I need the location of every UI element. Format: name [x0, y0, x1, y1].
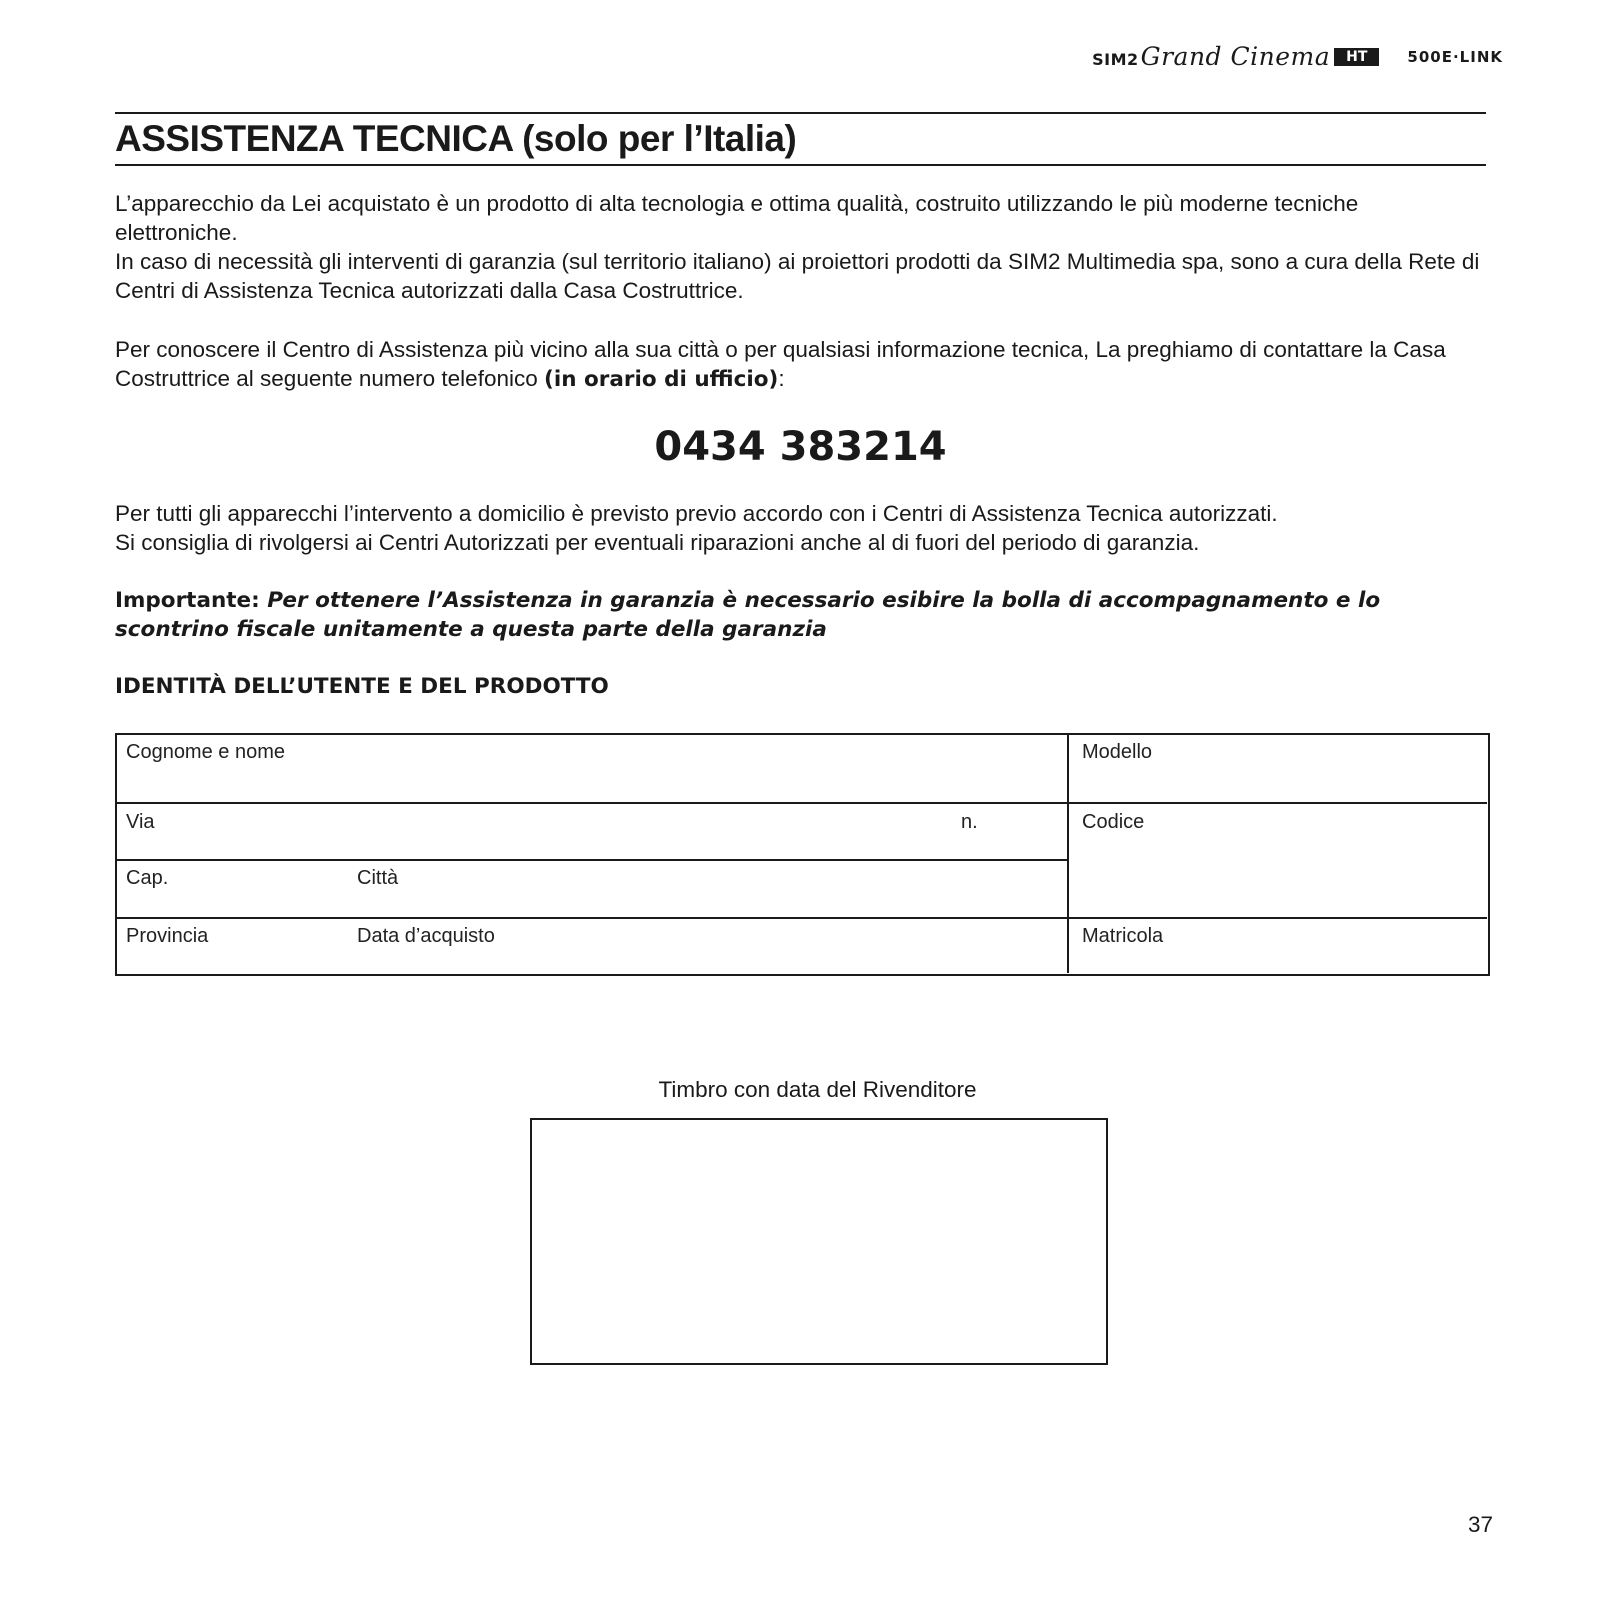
intro-line-2: In caso di necessità gli interventi di garanzia (sul territorio italiano) ai proiettori prodotti da SIM2 Multimedia spa, sono a cura della Rete di Centri di Assistenza Tecnica autorizzati dalla Casa Costruttrice. [115, 249, 1480, 303]
field-via[interactable]: Via [126, 811, 155, 833]
field-provincia[interactable]: Provincia [126, 925, 209, 947]
service-line-2: Si consiglia di rivolgersi ai Centri Autorizzati per eventuali riparazioni anche al di fuori del periodo di garanzia. [115, 530, 1200, 555]
brand-logo [1092, 42, 1379, 71]
page-title: ASSISTENZA TECNICA (solo per l’Italia) [115, 118, 797, 159]
contact-paragraph [115, 335, 1486, 394]
field-numero[interactable]: n. [961, 811, 978, 833]
form-row-divider-2 [117, 859, 1067, 861]
intro-paragraph [115, 189, 1486, 305]
important-label: Importante: [115, 588, 260, 613]
identity-form [115, 733, 1490, 976]
logo-ht-badge: HT [1334, 48, 1379, 66]
logo-grand-cinema: Grand Cinema [1140, 42, 1331, 71]
dealer-stamp-box [530, 1118, 1108, 1365]
stamp-label: Timbro con data del Rivenditore [658, 1077, 977, 1102]
form-row-divider-1 [117, 802, 1487, 804]
contact-text: Per conoscere il Centro di Assistenza più vicino alla sua città o per qualsiasi informazione tecnica, La preghiamo di contattare la Casa Costruttrice al seguente numero telefonico [115, 337, 1446, 391]
form-heading: IDENTITÀ DELL’UTENTE E DEL PRODOTTO [115, 674, 609, 699]
form-row-divider-3 [117, 917, 1487, 919]
logo-sim2: SIM2 [1092, 50, 1139, 69]
field-data-acquisto[interactable]: Data d’acquisto [357, 925, 495, 947]
intro-line-1: L’apparecchio da Lei acquistato è un prodotto di alta tecnologia e ottima qualità, costruito utilizzando le più moderne tecniche elettroniche. [115, 191, 1359, 245]
model-name: 500E·LINK [1407, 47, 1503, 66]
important-notice [115, 586, 1490, 644]
contact-emphasis: (in orario di ufficio) [544, 367, 779, 392]
page-number: 37 [1467, 1512, 1493, 1537]
important-text: Per ottenere l’Assistenza in garanzia è necessario esibire la bolla di accompagnamento e lo scontrino fiscale unitamente a questa parte della garanzia [115, 588, 1381, 642]
field-cap[interactable]: Cap. [126, 867, 169, 889]
phone-number: 0434 383214 [654, 424, 947, 470]
field-codice[interactable]: Codice [1082, 811, 1145, 833]
form-vertical-divider [1067, 735, 1069, 973]
field-modello[interactable]: Modello [1082, 741, 1153, 763]
service-paragraph [115, 499, 1486, 557]
contact-suffix: : [778, 366, 785, 391]
field-citta[interactable]: Città [357, 867, 399, 889]
title-rule-top [115, 112, 1486, 114]
page-header [1092, 42, 1503, 71]
service-line-1: Per tutti gli apparecchi l’intervento a domicilio è previsto previo accordo con i Centri di Assistenza Tecnica autorizzati. [115, 501, 1278, 526]
title-rule-bottom [115, 164, 1486, 166]
field-cognome-nome[interactable]: Cognome e nome [126, 741, 285, 763]
field-matricola[interactable]: Matricola [1082, 925, 1164, 947]
